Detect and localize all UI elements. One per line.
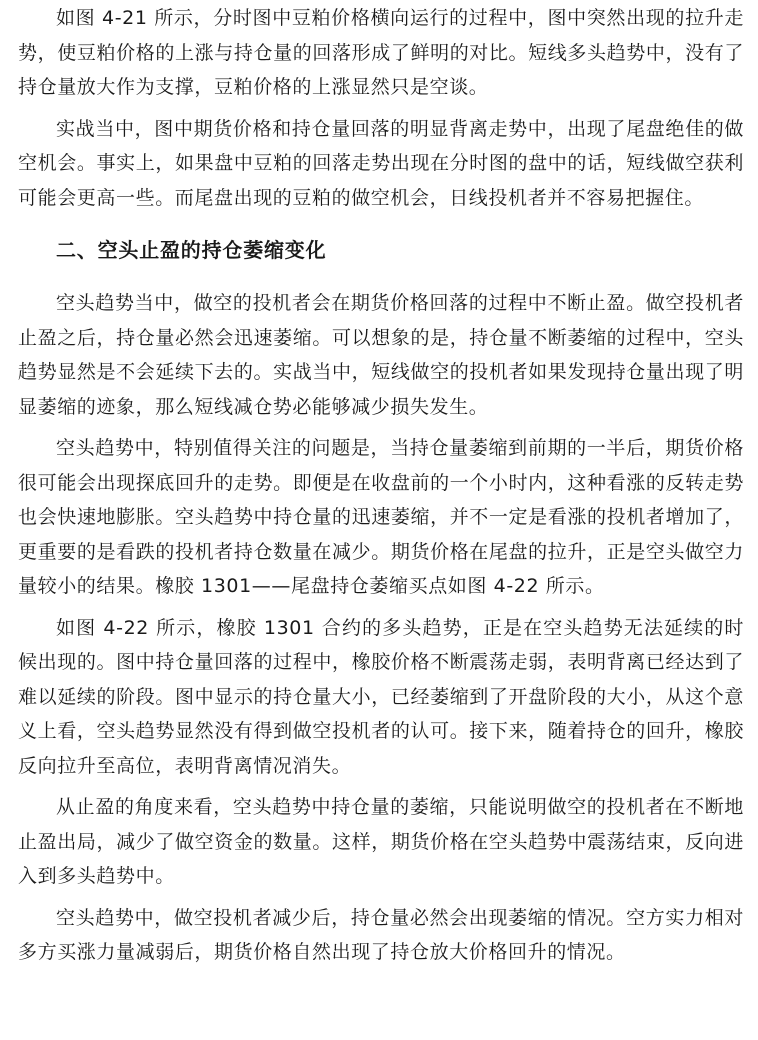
body-paragraph: 空头趋势中，特别值得关注的问题是，当持仓量萎缩到前期的一半后，期货价格很可能会出现探底回升的走势。即便是在收盘前的一个小时内，这种看涨的反转走势也会快速地膨胀。空头趋势中持仓量的迅速萎缩，并不一定是看涨的投机者增加了，更重要的是看跌的投机者持仓数量在减少。期货价格在尾盘的拉升，正是空头做空力量较小的结果。橡胶 1301——尾盘持仓萎缩买点如图 4-22 所示。 (18, 437, 744, 597)
section-heading: 二、空头止盈的持仓萎缩变化 (56, 238, 327, 262)
body-paragraph: 空头趋势当中，做空的投机者会在期货价格回落的过程中不断止盈。做空投机者止盈之后，持仓量必然会迅速萎缩。可以想象的是，持仓量不断萎缩的过程中，空头趋势显然是不会延续下去的。实战当中，短线做空的投机者如果发现持仓量出现了明显萎缩的迹象，那么短线减仓势必能够减少损失发生。 (18, 292, 744, 418)
body-paragraph: 如图 4-22 所示，橡胶 1301 合约的多头趋势，正是在空头趋势无法延续的时候出现的。图中持仓量回落的过程中，橡胶价格不断震荡走弱，表明背离已经达到了难以延续的阶段。图中显示的持仓量大小，已经萎缩到了开盘阶段的大小，从这个意义上看，空头趋势显然没有得到做空投机者的认可。接下来，随着持仓的回升，橡胶反向拉升至高位，表明背离情况消失。 (18, 616, 744, 777)
body-paragraph: 如图 4-21 所示，分时图中豆粕价格横向运行的过程中，图中突然出现的拉升走势，使豆粕价格的上涨与持仓量的回落形成了鲜明的对比。短线多头趋势中，没有了持仓量放大作为支撑，豆粕价格的上涨显然只是空谈。 (18, 7, 744, 98)
body-paragraph: 实战当中，图中期货价格和持仓量回落的明显背离走势中，出现了尾盘绝佳的做空机会。事实上，如果盘中豆粕的回落走势出现在分时图的盘中的话，短线做空获利可能会更高一些。而尾盘出现的豆粕的做空机会，日线投机者并不容易把握住。 (18, 117, 744, 209)
body-paragraph: 从止盈的角度来看，空头趋势中持仓量的萎缩，只能说明做空的投机者在不断地止盈出局，减少了做空资金的数量。这样，期货价格在空头趋势中震荡结束，反向进入到多头趋势中。 (18, 796, 744, 887)
body-paragraph: 空头趋势中，做空投机者减少后，持仓量必然会出现萎缩的情况。空方实力相对多方买涨力量减弱后，期货价格自然出现了持仓放大价格回升的情况。 (18, 906, 744, 963)
